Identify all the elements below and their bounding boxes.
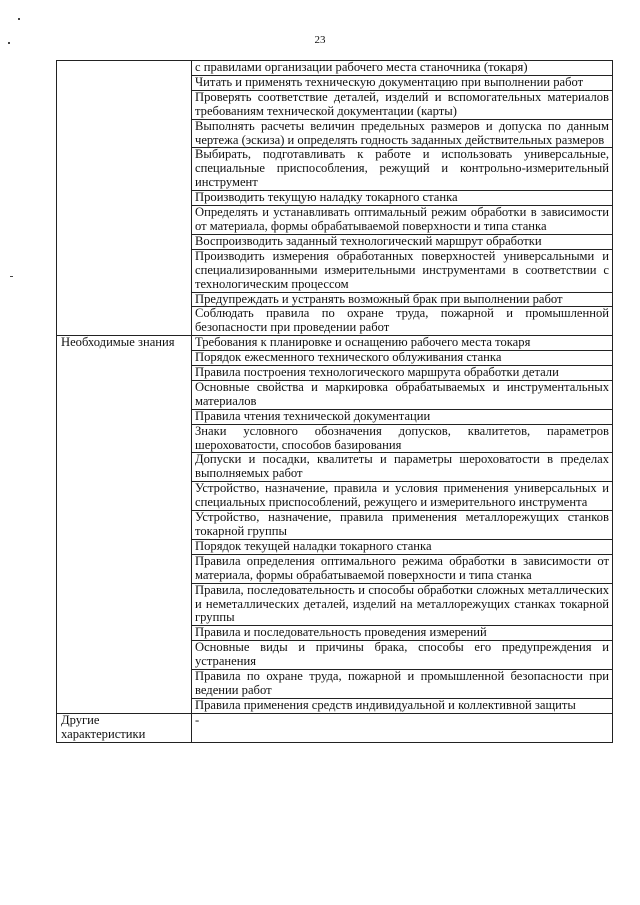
table-cell: Знаки условного обозначения допусков, квалитетов, параметров шероховатости, способов базирования [192,424,613,453]
table-cell: Основные виды и причины брака, способы его предупреждения и устранения [192,641,613,670]
table-cell: с правилами организации рабочего места станочника (токаря) [192,61,613,76]
table-cell: Порядок текущей наладки токарного станка [192,539,613,554]
table-cell: Производить текущую наладку токарного станка [192,191,613,206]
table-cell: Правила чтения технической документации [192,409,613,424]
table-cell: Допуски и посадки, квалитеты и параметры шероховатости в пределах выполняемых работ [192,453,613,482]
table-cell: Правила по охране труда, пожарной и промышленной безопасности при ведении работ [192,670,613,699]
table-cell: Предупреждать и устранять возможный брак при выполнении работ [192,292,613,307]
scan-mark [18,18,20,20]
table-cell: Соблюдать правила по охране труда, пожарной и промышленной безопасности при проведении работ [192,307,613,336]
table-cell: Правила, последовательность и способы обработки сложных металлических и неметаллических деталей, изделий на металлорежущих станках токарной группы [192,583,613,626]
table-row [57,61,613,76]
table-cell: - [192,713,613,742]
table-cell: Устройство, назначение, правила применения металлорежущих станков токарной группы [192,511,613,540]
table-row [57,336,613,351]
row-label-other: Другие характеристики [57,713,192,742]
table-cell: Читать и применять техническую документацию при выполнении работ [192,75,613,90]
table-cell: Правила определения оптимального режима обработки в зависимости от материала, формы обрабатываемой поверхности и типа станка [192,554,613,583]
table-cell: Правила применения средств индивидуальной и коллективной защиты [192,698,613,713]
table-cell: Порядок ежесменного технического облуживания станка [192,351,613,366]
table-cell: Основные свойства и маркировка обрабатываемых и инструментальных материалов [192,380,613,409]
table-cell: Правила построения технологического маршрута обработки детали [192,366,613,381]
table-cell: Правила и последовательность проведения измерений [192,626,613,641]
scan-mark [8,42,10,44]
table-cell: Требования к планировке и оснащению рабочего места токаря [192,336,613,351]
table-cell: Устройство, назначение, правила и условия применения универсальных и специальных приспособлений, режущего и измерительного инструмента [192,482,613,511]
table-cell: Воспроизводить заданный технологический маршрут обработки [192,234,613,249]
scan-mark [10,276,13,277]
table-cell: Выбирать, подготавливать к работе и использовать универсальные, специальные приспособления, режущий и контрольно-измерительный инструмент [192,148,613,191]
page-number: 23 [314,34,326,46]
table-cell: Определять и устанавливать оптимальный режим обработки в зависимости от материала, формы обрабатываемой поверхности и типа станка [192,206,613,235]
table-cell: Проверять соответствие деталей, изделий и вспомогательных материалов требованиям технической документации (карты) [192,90,613,119]
row-label-knowledge: Необходимые знания [57,336,192,714]
competency-table [56,60,613,743]
table-row [57,713,613,742]
table-cell: Производить измерения обработанных поверхностей универсальными и специализированными измерительными инструментами в соответствии с технологическим процессом [192,249,613,292]
row-label-empty [57,61,192,336]
table-cell: Выполнять расчеты величин предельных размеров и допуска по данным чертежа (эскиза) и определять годность заданных действительных размеров [192,119,613,148]
